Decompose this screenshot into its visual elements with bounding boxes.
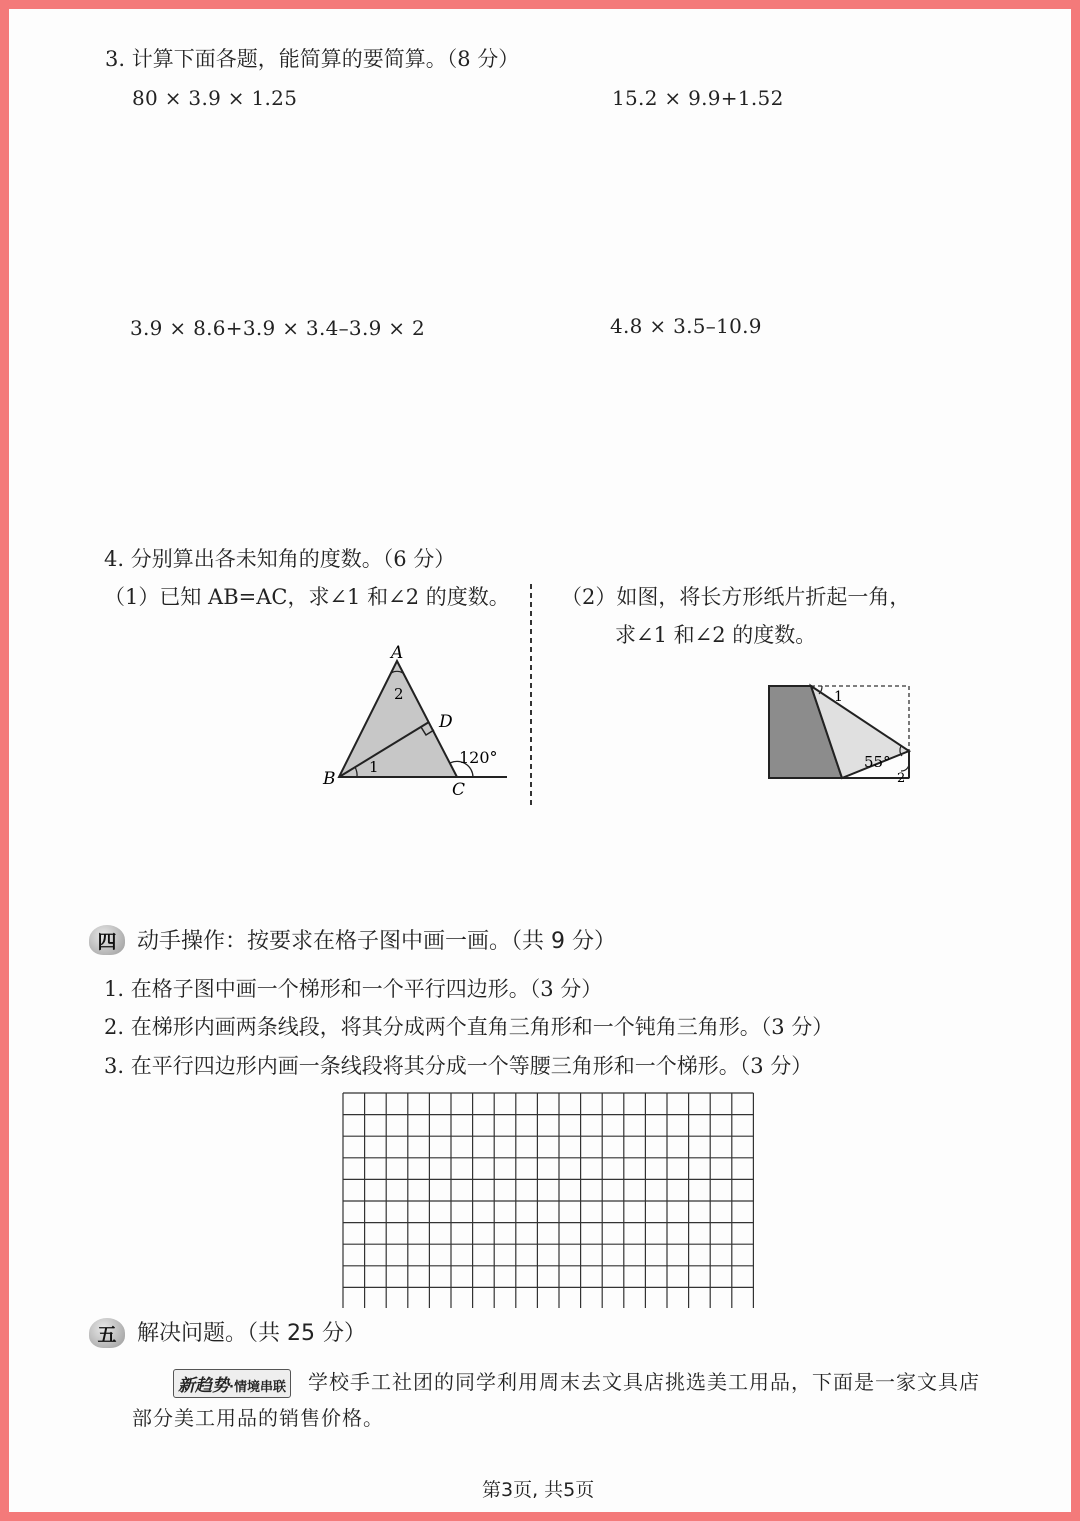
label-b: B bbox=[323, 769, 336, 789]
q4-part2-prompt-line2: 求∠1 和∠2 的度数。 bbox=[615, 623, 817, 647]
q3-title: 3. 计算下面各题，能简算的要简算。（8 分） bbox=[105, 47, 520, 71]
q4-title: 4. 分别算出各未知角的度数。（6 分） bbox=[104, 547, 456, 571]
label-fold-angle1: 1 bbox=[834, 689, 843, 705]
drawing-grid[interactable] bbox=[342, 1092, 758, 1308]
section-5-title: 解决问题。（共 25 分） bbox=[137, 1321, 366, 1346]
section-4-title: 动手操作：按要求在格子图中画一画。（共 9 分） bbox=[137, 929, 616, 954]
exam-page bbox=[9, 9, 1071, 1512]
label-55: 55° bbox=[864, 753, 891, 771]
s5-line-2: 部分美工用品的销售价格。 bbox=[132, 1406, 384, 1430]
triangle-figure bbox=[309, 639, 519, 799]
q4-part1-prompt: （1）已知 AB=AC，求∠1 和∠2 的度数。 bbox=[104, 585, 510, 609]
q3-expr-2: 15.2 × 9.9+1.52 bbox=[612, 86, 784, 110]
q4-divider bbox=[527, 584, 535, 806]
s5-line-1: 学校手工社团的同学利用周末去文具店挑选美工用品，下面是一家文具店 bbox=[308, 1370, 980, 1394]
s4-item-1: 1. 在格子图中画一个梯形和一个平行四边形。（3 分） bbox=[104, 977, 603, 1001]
section-5-badge: 五 bbox=[89, 1318, 125, 1348]
q3-expr-3: 3.9 × 8.6+3.9 × 3.4–3.9 × 2 bbox=[130, 316, 426, 340]
q3-expr-4: 4.8 × 3.5–10.9 bbox=[610, 314, 762, 338]
label-c: C bbox=[452, 780, 466, 799]
trend-tag-main: 新趋势 bbox=[178, 1376, 229, 1396]
section-4-badge: 四 bbox=[89, 925, 125, 955]
label-d: D bbox=[439, 712, 453, 732]
page-footer: 第3页, 共5页 bbox=[482, 1479, 595, 1501]
q3-expr-1: 80 × 3.9 × 1.25 bbox=[132, 86, 298, 110]
q4-part2-prompt-line1: （2）如图，将长方形纸片折起一角， bbox=[561, 585, 911, 609]
label-120: 120° bbox=[459, 748, 498, 767]
trend-tag-sub: ·情境串联 bbox=[229, 1380, 286, 1395]
folded-rectangle-figure bbox=[764, 681, 914, 783]
label-fold-angle2: 2 bbox=[897, 771, 906, 783]
label-angle1: 1 bbox=[369, 758, 379, 776]
s4-item-3: 3. 在平行四边形内画一条线段将其分成一个等腰三角形和一个梯形。（3 分） bbox=[104, 1054, 813, 1078]
label-a: A bbox=[391, 643, 404, 663]
label-angle2: 2 bbox=[394, 685, 404, 703]
trend-tag bbox=[173, 1369, 291, 1398]
s4-item-2: 2. 在梯形内画两条线段，将其分成两个直角三角形和一个钝角三角形。（3 分） bbox=[104, 1015, 834, 1039]
